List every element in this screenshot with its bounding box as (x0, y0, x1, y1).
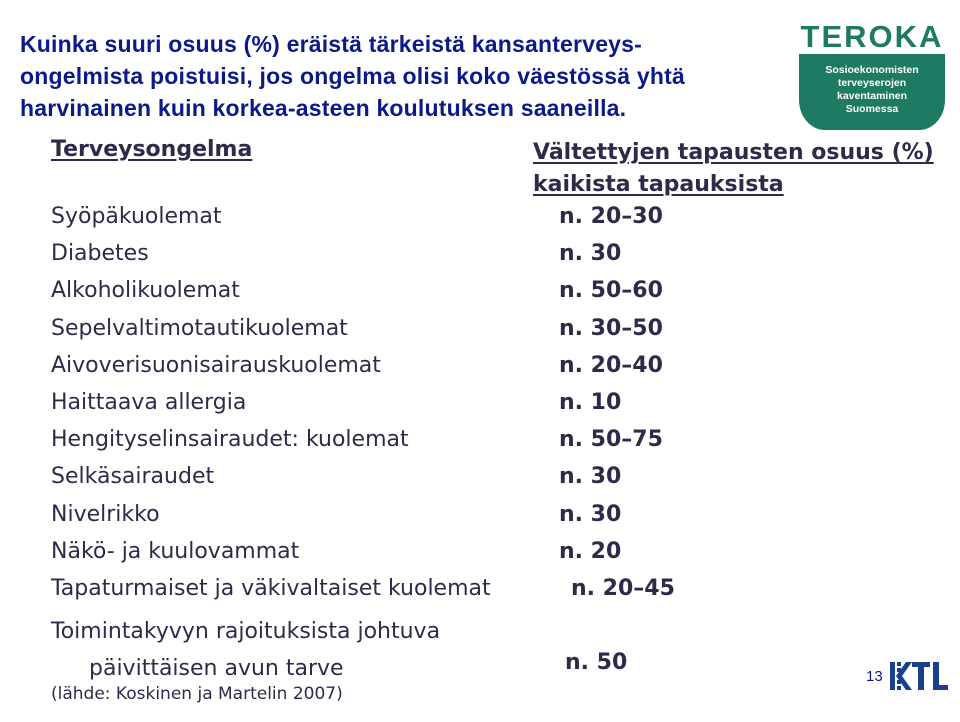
row-value: n. 30 (559, 501, 622, 527)
header-health-problem: Terveysongelma (51, 137, 253, 162)
table-row (51, 460, 951, 497)
teroka-badge-line-1: Sosioekonomisten (825, 64, 919, 76)
row-label: Hengityselinsairaudet: kuolemat (51, 427, 409, 453)
title-line-3: harvinainen kuin korkea-asteen koulutuksen saaneilla. (20, 95, 627, 121)
ktl-logo (888, 659, 950, 693)
row-label (51, 613, 440, 687)
table-row (51, 535, 951, 572)
row-label: Syöpäkuolemat (51, 204, 222, 229)
table-row (51, 200, 951, 237)
row-label: Alkoholikuolemat (51, 278, 240, 304)
teroka-logo-word: TEROKA (800, 19, 944, 54)
table-row (51, 274, 951, 311)
teroka-logo-badge (799, 54, 945, 130)
table-rows (51, 200, 951, 683)
row-label: Sepelvaltimotautikuolemat (51, 315, 348, 341)
table-row (51, 609, 951, 683)
teroka-badge-line-2: terveyserojen (837, 77, 907, 89)
teroka-logo (797, 18, 947, 130)
slide-title (20, 28, 780, 124)
row-label-line-1: Toimintakyvyn rajoituksista johtuva (51, 619, 441, 645)
row-value: n. 50–75 (559, 427, 663, 453)
teroka-badge-line-4: Suomessa (845, 103, 899, 115)
table-row (51, 498, 951, 535)
header-avoided-share (533, 137, 934, 201)
table-row (51, 237, 951, 274)
title-line-1: Kuinka suuri osuus (%) eräistä tärkeistä kansanterveys- (20, 31, 643, 57)
page-number: 13 (866, 668, 883, 685)
table-row (51, 386, 951, 423)
row-value: n. 10 (559, 389, 622, 415)
table-row (51, 423, 951, 460)
teroka-badge-line-3: kaventaminen (836, 90, 908, 102)
row-value: n. 20–30 (559, 204, 663, 229)
header-avoided-share-line-2: kaikista tapauksista (533, 172, 784, 197)
row-value: n. 20 (559, 538, 622, 564)
row-value: n. 30–50 (559, 315, 663, 341)
header-avoided-share-line-1: Vältettyjen tapausten osuus (%) (533, 140, 934, 165)
table-row (51, 312, 951, 349)
row-label-line-2: päivittäisen avun tarve (89, 656, 344, 682)
row-label: Nivelrikko (51, 501, 160, 527)
row-value: n. 50 (565, 650, 628, 676)
source-citation: (lähde: Koskinen ja Martelin 2007) (51, 684, 343, 704)
table-row (51, 349, 951, 386)
table-row (51, 572, 951, 609)
row-value: n. 20–40 (559, 352, 663, 378)
row-label: Diabetes (51, 241, 149, 267)
row-value: n. 50–60 (559, 278, 663, 304)
row-label: Tapaturmaiset ja väkivaltaiset kuolemat (51, 575, 491, 601)
row-value: n. 30 (559, 464, 622, 490)
row-value: n. 20–45 (571, 575, 675, 601)
title-line-2: ongelmista poistuisi, jos ongelma olisi koko väestössä yhtä (20, 63, 685, 89)
row-label: Haittaava allergia (51, 389, 247, 415)
row-label: Selkäsairaudet (51, 464, 215, 490)
row-value: n. 30 (559, 241, 622, 267)
row-label: Näkö- ja kuulovammat (51, 538, 300, 564)
row-label: Aivoverisuonisairauskuolemat (51, 352, 381, 378)
